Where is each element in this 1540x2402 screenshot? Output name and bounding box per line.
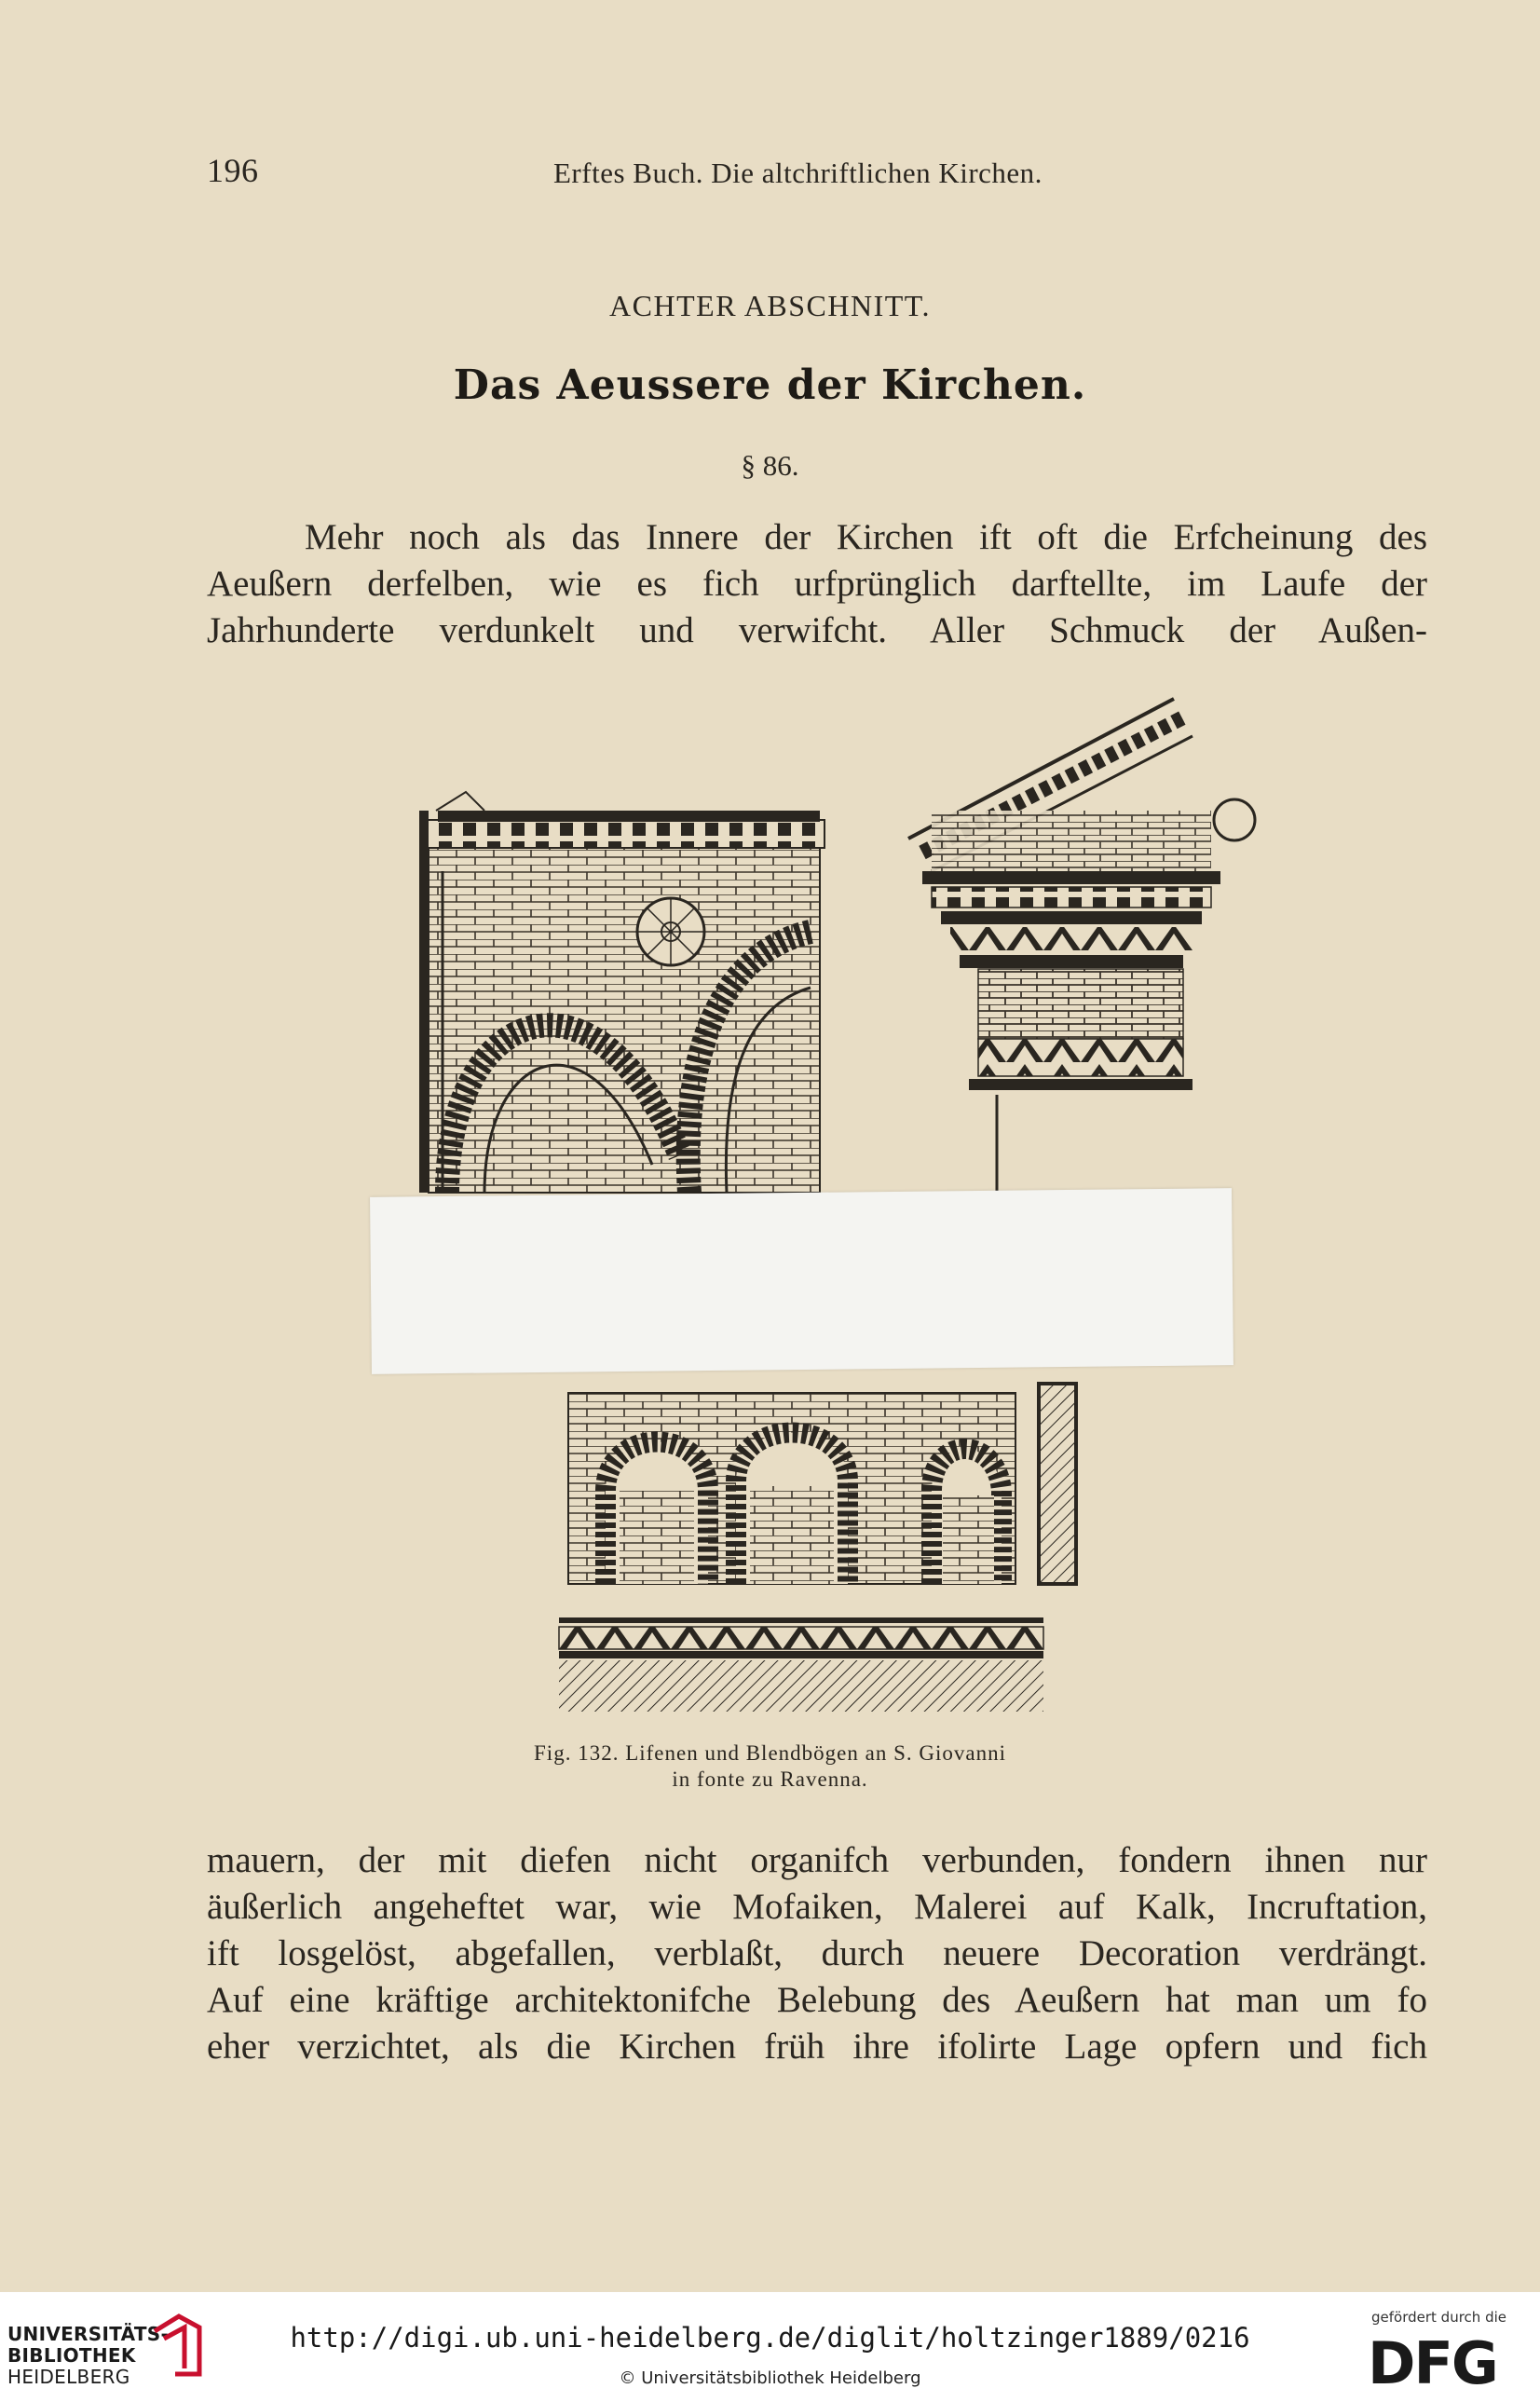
text-line: Jahrhunderte verdunkelt und verwifcht. Aller Schmuck der Außen- xyxy=(207,610,1427,650)
left-elevation-drawing xyxy=(424,792,825,1193)
paragraph-2 xyxy=(207,1837,1427,2070)
running-title: Erftes Buch. Die altchriftlichen Kirchen. xyxy=(553,157,1043,189)
copyright-notice: © Universitätsbibliothek Heidelberg xyxy=(619,2368,921,2388)
library-line-3: HEIDELBERG xyxy=(7,2366,130,2388)
lower-arcade-drawing xyxy=(559,1384,1076,1712)
source-url-link[interactable]: http://digi.ub.uni-heidelberg.de/diglit/holtzinger1889/0216 xyxy=(290,2322,1250,2354)
chapter-title: Das Aeussere der Kirchen. xyxy=(453,362,1087,409)
text-line: ift losgelöst, abgefallen, verblaßt, durch neuere Decoration verdrängt. xyxy=(207,1933,1427,1973)
figure-caption xyxy=(0,1740,1540,1793)
text-line: äußerlich angeheftet war, wie Mofaiken, Malerei auf Kalk, Incruftation, xyxy=(207,1887,1427,1927)
dfg-logo[interactable]: DFG xyxy=(1368,2329,1497,2397)
caption-line-1: Fig. 132. Lifenen und Blendbögen an S. Giovanni xyxy=(534,1741,1006,1765)
text-line: Mehr noch als das Innere der Kirchen ift oft die Erfcheinung des xyxy=(305,517,1427,557)
funding-note: gefördert durch die xyxy=(1371,2309,1506,2326)
paper-patch xyxy=(370,1188,1233,1374)
caption-line-2: in fonte zu Ravenna. xyxy=(672,1767,868,1791)
text-line: Auf eine kräftige architektonifche Belebung des Aeußern hat man um fo xyxy=(207,1980,1427,2020)
library-line-2: BIBLIOTHEK xyxy=(7,2344,136,2367)
viewer-footer xyxy=(0,2292,1540,2402)
text-line: eher verzichtet, als die Kirchen früh ihre ifolirte Lage opfern und fich xyxy=(207,2027,1427,2067)
page-number: 196 xyxy=(207,152,259,189)
section-label: ACHTER ABSCHNITT. xyxy=(609,289,931,322)
right-cornice-drawing xyxy=(908,699,1255,1193)
library-line-1: UNIVERSITÄTS- xyxy=(7,2323,170,2345)
text-line: Aeußern derfelben, wie es fich urfprünglich darftellte, im Laufe der xyxy=(207,564,1427,604)
paragraph-mark: § 86. xyxy=(741,449,799,482)
text-line: mauern, der mit diefen nicht organifch verbunden, fondern ihnen nur xyxy=(207,1840,1427,1880)
